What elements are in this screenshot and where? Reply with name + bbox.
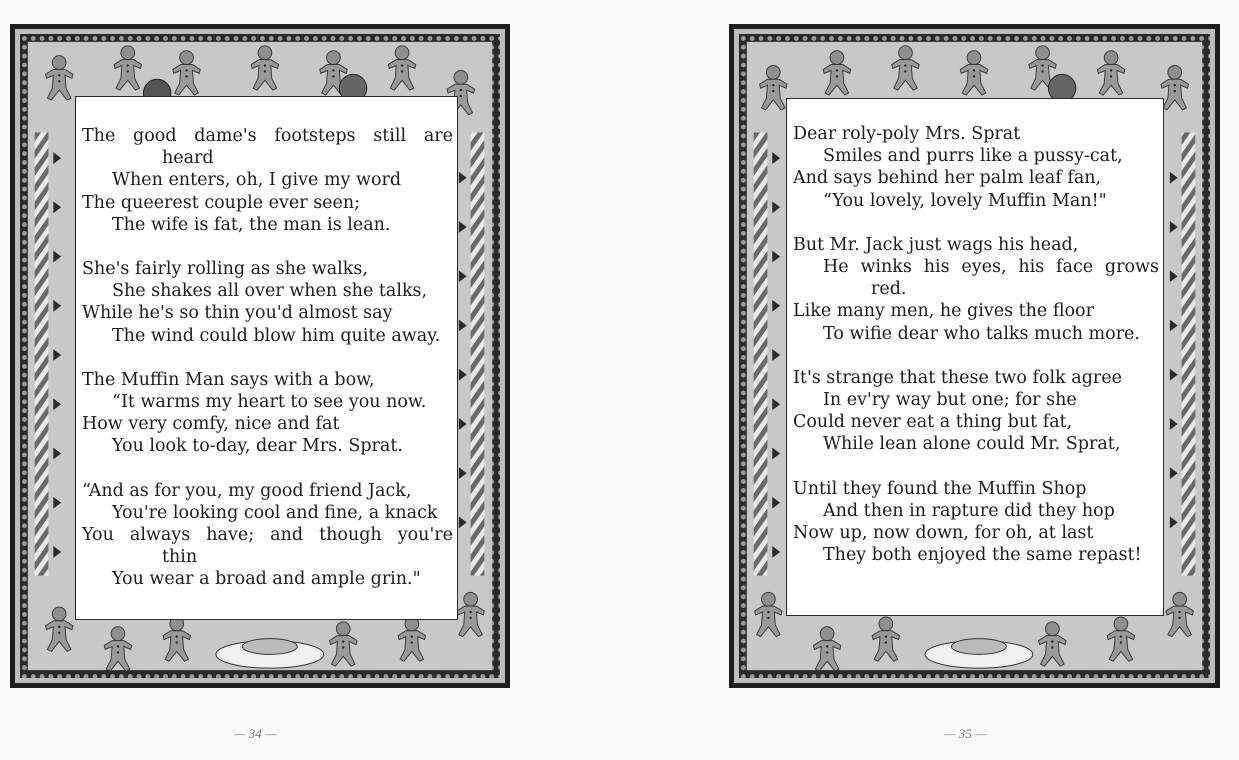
poem-line: red. [871, 279, 907, 300]
poem-line: How very comfy, nice and fat [82, 414, 340, 435]
poem-panel [76, 97, 457, 619]
page-number: — 34 — [234, 726, 277, 741]
stanza [82, 258, 453, 347]
stanza [82, 480, 453, 591]
poem-line: And then in rapture did they hop [823, 500, 1115, 521]
poem-line: You wear a broad and ample grin." [112, 569, 421, 590]
poem-line: The wind could blow him quite away. [112, 325, 441, 346]
poem-line: The queerest couple ever seen; [82, 192, 361, 213]
poem-line: “You lovely, lovely Muffin Man!" [823, 190, 1107, 211]
poem-line: Now up, now down, for oh, at last [793, 523, 1094, 544]
stanza [82, 369, 453, 458]
poem-line: When enters, oh, I give my word [112, 170, 402, 191]
poem-line: He winks his eyes, his face grows [823, 257, 1159, 278]
poem-line: heard [162, 148, 214, 169]
poem-line: She's fairly rolling as she walks, [82, 259, 368, 280]
poem-line: Could never eat a thing but fat, [793, 412, 1073, 433]
poem-text [82, 125, 453, 613]
poem-line: Smiles and purrs like a pussy-cat, [823, 146, 1123, 167]
poem-text [793, 123, 1159, 588]
poem-line: The wife is fat, the man is lean. [112, 214, 391, 235]
left-page [10, 24, 510, 688]
stanza [793, 123, 1159, 212]
stanza [82, 125, 453, 236]
poem-line: And says behind her palm leaf fan, [793, 168, 1102, 189]
poem-line: The good dame's footsteps still are [82, 126, 453, 146]
poem-line: The Muffin Man says with a bow, [82, 369, 375, 390]
poem-line: They both enjoyed the same repast! [823, 545, 1142, 566]
poem-panel [787, 99, 1163, 615]
poem-line: While he's so thin you'd almost say [82, 303, 393, 324]
stanza [793, 478, 1159, 567]
right-page [729, 24, 1220, 688]
poem-line: “And as for you, my good friend Jack, [82, 480, 412, 501]
stanza [793, 234, 1159, 345]
poem-line: You look to-day, dear Mrs. Sprat. [112, 436, 403, 457]
poem-line: thin [162, 547, 198, 568]
poem-line: Dear roly-poly Mrs. Sprat [793, 124, 1021, 144]
poem-line: She shakes all over when she talks, [112, 281, 428, 302]
poem-line: In ev'ry way but one; for she [823, 390, 1077, 411]
page-number: — 35 — [944, 726, 987, 741]
poem-line: Until they found the Muffin Shop [793, 478, 1087, 499]
stanza [793, 367, 1159, 456]
poem-line: It's strange that these two folk agree [793, 367, 1122, 388]
poem-line: Like many men, he gives the floor [793, 301, 1094, 322]
poem-line: To wifie dear who talks much more. [823, 323, 1140, 344]
poem-line: You always have; and though you're [82, 525, 453, 546]
poem-line: But Mr. Jack just wags his head, [793, 234, 1079, 255]
poem-line: You're looking cool and fine, a knack [112, 502, 438, 523]
poem-line: “It warms my heart to see you now. [112, 392, 427, 413]
poem-line: While lean alone could Mr. Sprat, [823, 434, 1121, 455]
